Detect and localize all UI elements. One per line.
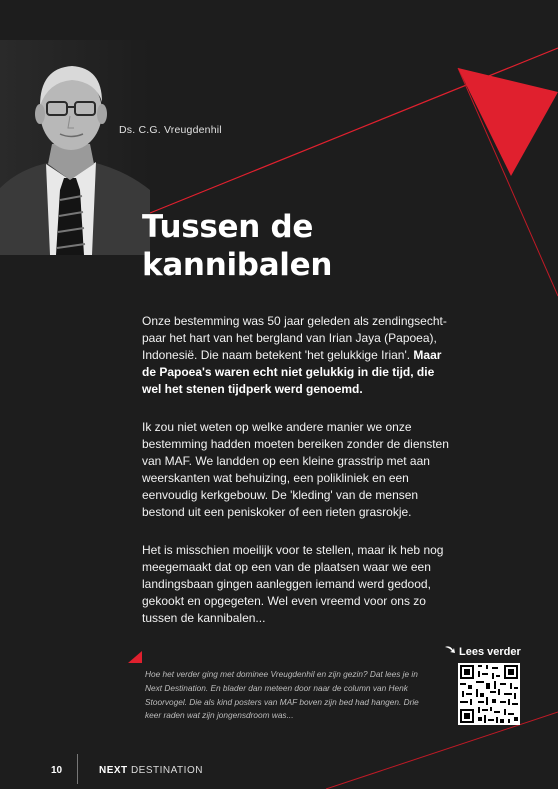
- read-more-label: Lees verder: [459, 646, 521, 658]
- brand-destination: DESTINATION: [130, 765, 203, 776]
- title-line-1: Tussen de: [142, 209, 314, 245]
- qr-code[interactable]: [458, 663, 520, 725]
- magazine-brand: [99, 765, 203, 776]
- page-number: 10: [51, 765, 63, 776]
- paragraph-1: [142, 313, 452, 398]
- diagonal-line-bottom: [326, 712, 558, 789]
- teaser-text: Hoe het verder ging met dominee Vreugdenhil en zijn gezin? Dat lees je in Next Destination. En blader dan meteen door naar de column van Henk Stoorvogel. Die als kind posters van MAF boven zijn bed had hangen. Drie keer raden wat zijn jongensdroom was...: [145, 669, 419, 721]
- red-accent-triangle: [458, 68, 558, 176]
- title-line-2: kannibalen: [142, 247, 333, 283]
- article-body: [142, 313, 452, 648]
- author-name: Ds. C.G. Vreugdenhil: [119, 124, 222, 136]
- read-more-link[interactable]: [444, 645, 521, 658]
- teaser-red-triangle: [128, 651, 142, 663]
- paragraph-1-emphasis: Maar de Papoea's waren echt niet gelukkig in die tijd, die wel het stenen tijdperk werd genoemd.: [142, 348, 442, 396]
- article-title: [142, 208, 332, 284]
- author-portrait: [0, 40, 150, 255]
- brand-next: NEXT: [99, 765, 128, 776]
- paragraph-1-text: Onze bestemming was 50 jaar geleden als zendingsechtpaar het hart van het bergland van Irian Jaya (Papoea), Indonesië. Die naam betekent 'het gelukkige Irian'.: [142, 314, 447, 362]
- footer-divider: [77, 754, 78, 784]
- arrow-icon: [444, 645, 456, 655]
- paragraph-2: Ik zou niet weten op welke andere manier we onze bestemming hadden moeten bereiken zonder de diensten van MAF. We landden op een kleine grasstrip met aan weerskanten wat behuizing, een polikliniek en een eenvoudig kerkgebouw. De 'kleding' van de mensen bestond uit een peniskoker of een rieten grasrokje.: [142, 420, 449, 519]
- paragraph-3: Het is misschien moeilijk voor te stellen, maar ik heb nog meegemaakt dat op een van de plaatsen waar we een landingsbaan gingen aanleggen iemand werd gedood, gekookt en opgegeten. Wel even vreemd voor ons zo tussen de kannibalen...: [142, 543, 444, 625]
